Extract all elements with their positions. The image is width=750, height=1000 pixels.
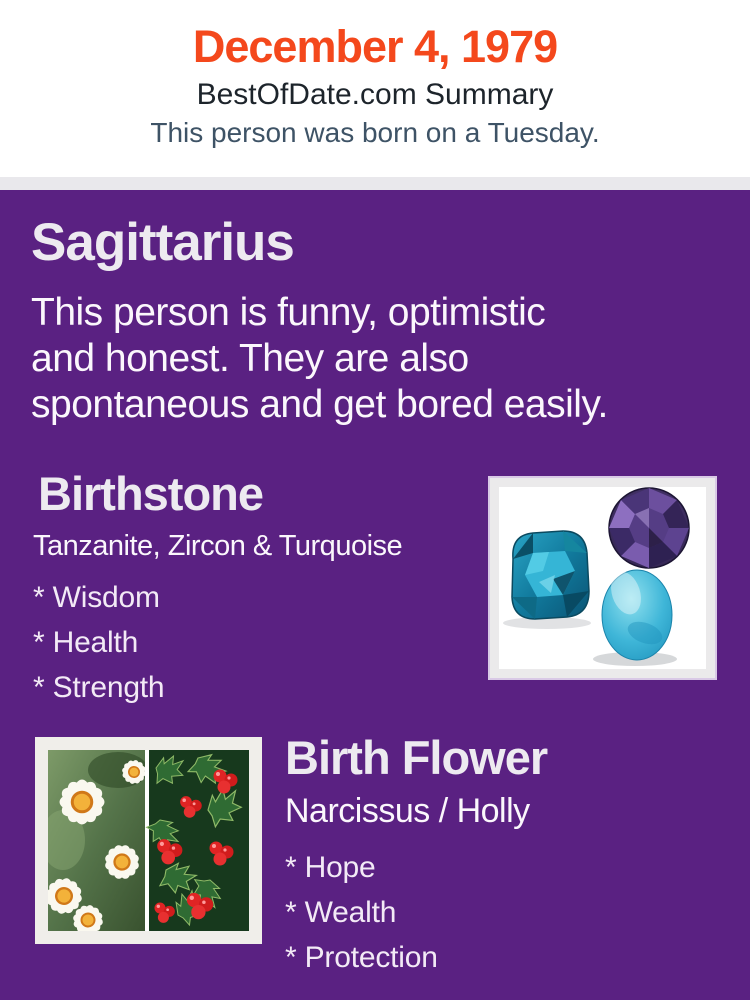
birth-flower-trait-list <box>285 845 438 980</box>
page-title: December 4, 1979 <box>192 21 558 72</box>
birthstone-stones: Tanzanite, Zircon & Turquoise <box>33 530 403 562</box>
birth-flower-trait: * Hope <box>285 851 376 884</box>
birthstone-trait: * Strength <box>33 671 165 704</box>
flowers-illustration <box>48 750 249 931</box>
header-divider <box>0 177 750 190</box>
site-summary: BestOfDate.com Summary <box>196 78 554 111</box>
photo-divider <box>145 750 149 931</box>
zodiac-description-line: and honest. They are also <box>31 337 469 380</box>
birthstone-image <box>490 478 715 678</box>
zodiac-description <box>31 290 608 428</box>
zodiac-description-line: spontaneous and get bored easily. <box>31 383 608 426</box>
birth-flower-image <box>35 737 262 944</box>
tanzanite-gem <box>609 488 689 568</box>
holly-photo <box>144 750 249 931</box>
turquoise-gem <box>593 568 677 666</box>
birthstone-trait: * Health <box>33 626 139 659</box>
birthstone-title: Birthstone <box>38 467 263 520</box>
header <box>0 0 750 177</box>
birthstone-trait-list <box>33 575 164 710</box>
birth-flower-title: Birth Flower <box>285 731 548 784</box>
birthstone-trait: * Wisdom <box>33 581 160 614</box>
narcissus-photo <box>48 750 153 931</box>
zircon-gem <box>503 531 591 629</box>
content <box>0 190 750 1000</box>
birth-flower-trait: * Protection <box>285 941 438 974</box>
gems-illustration <box>499 487 706 669</box>
zodiac-description-line: This person is funny, optimistic <box>31 291 546 334</box>
zodiac-sign-title: Sagittarius <box>31 213 294 272</box>
birth-flower-trait: * Wealth <box>285 896 397 929</box>
weekday-note: This person was born on a Tuesday. <box>150 117 600 148</box>
birth-flower-names: Narcissus / Holly <box>285 792 530 830</box>
